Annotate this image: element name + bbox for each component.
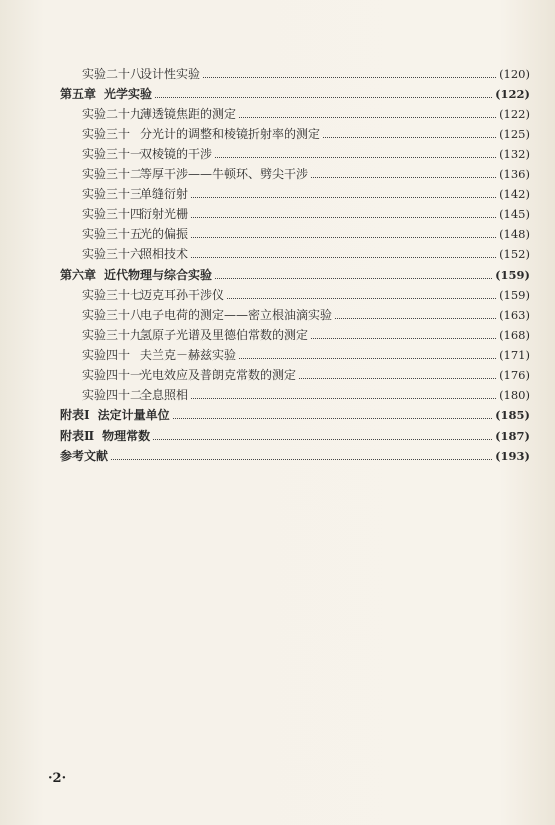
entry-number: 实验三十二 bbox=[82, 167, 143, 181]
entry-number: 实验三十九 bbox=[82, 328, 143, 342]
entry-page: (132) bbox=[499, 147, 530, 161]
entry-page: (176) bbox=[499, 368, 530, 382]
leader-dots bbox=[311, 337, 496, 339]
entry-title: 光的偏振 bbox=[140, 227, 189, 241]
appendix-number: 附表Ⅰ bbox=[60, 408, 90, 422]
toc-entry[interactable] bbox=[82, 327, 530, 343]
leader-dots bbox=[299, 377, 496, 379]
entry-page: (125) bbox=[499, 127, 530, 141]
entry-page: (145) bbox=[499, 207, 530, 221]
entry-number: 实验二十八 bbox=[82, 67, 143, 81]
leader-dots bbox=[191, 196, 496, 198]
entry-number: 实验四十一 bbox=[82, 368, 143, 382]
chapter-page: (159) bbox=[495, 268, 530, 282]
entry-title: 衍射光栅 bbox=[140, 207, 189, 221]
leader-dots bbox=[323, 136, 496, 138]
entry-title: 夫兰克－赫兹实验 bbox=[140, 348, 237, 362]
leader-dots bbox=[173, 417, 492, 419]
toc-entry[interactable] bbox=[82, 287, 530, 303]
entry-page: (122) bbox=[499, 107, 530, 121]
chapter-number: 第六章 bbox=[60, 268, 97, 282]
entry-number: 实验四十 bbox=[82, 348, 131, 362]
toc-appendix[interactable] bbox=[60, 428, 530, 444]
toc-references[interactable] bbox=[60, 448, 530, 464]
entry-page: (159) bbox=[499, 288, 530, 302]
entry-title: 迈克耳孙干涉仪 bbox=[140, 288, 225, 302]
entry-title: 设计性实验 bbox=[140, 67, 201, 81]
entry-number: 实验三十一 bbox=[82, 147, 143, 161]
leader-dots bbox=[203, 76, 496, 78]
entry-number: 实验三十八 bbox=[82, 308, 143, 322]
entry-page: (168) bbox=[499, 328, 530, 342]
entry-page: (136) bbox=[499, 167, 530, 181]
entry-title: 薄透镜焦距的测定 bbox=[140, 107, 237, 121]
leader-dots bbox=[239, 116, 496, 118]
toc-entry[interactable] bbox=[82, 307, 530, 323]
leader-dots bbox=[311, 176, 496, 178]
page-number: ·2· bbox=[48, 771, 67, 786]
leader-dots bbox=[153, 438, 492, 440]
references-title: 参考文献 bbox=[60, 449, 109, 463]
entry-page: (152) bbox=[499, 247, 530, 261]
leader-dots bbox=[155, 96, 492, 98]
toc-entry[interactable] bbox=[82, 166, 530, 182]
toc-entry[interactable] bbox=[82, 146, 530, 162]
entry-title: 单缝衍射 bbox=[140, 187, 189, 201]
entry-number: 实验三十四 bbox=[82, 207, 143, 221]
toc-entry[interactable] bbox=[82, 106, 530, 122]
references-page: (193) bbox=[495, 449, 530, 463]
leader-dots bbox=[191, 216, 496, 218]
leader-dots bbox=[227, 297, 496, 299]
toc-entry[interactable] bbox=[82, 367, 530, 383]
leader-dots bbox=[215, 156, 496, 158]
entry-page: (163) bbox=[499, 308, 530, 322]
entry-title: 全息照相 bbox=[140, 388, 189, 402]
entry-number: 实验三十三 bbox=[82, 187, 143, 201]
leader-dots bbox=[191, 256, 496, 258]
toc-chapter[interactable] bbox=[60, 267, 530, 283]
entry-number: 实验三十 bbox=[82, 127, 131, 141]
leader-dots bbox=[191, 236, 496, 238]
leader-dots bbox=[191, 397, 496, 399]
entry-title: 等厚干涉——牛顿环、劈尖干涉 bbox=[140, 167, 309, 181]
entry-number: 实验三十七 bbox=[82, 288, 143, 302]
entry-page: (171) bbox=[499, 348, 530, 362]
entry-number: 实验三十六 bbox=[82, 247, 143, 261]
entry-title: 电子电荷的测定——密立根油滴实验 bbox=[140, 308, 333, 322]
chapter-number: 第五章 bbox=[60, 87, 97, 101]
entry-page: (142) bbox=[499, 187, 530, 201]
entry-title: 氢原子光谱及里德伯常数的测定 bbox=[140, 328, 309, 342]
appendix-page: (185) bbox=[495, 408, 530, 422]
entry-title: 光电效应及普朗克常数的测定 bbox=[140, 368, 297, 382]
toc-entry[interactable] bbox=[82, 226, 530, 242]
chapter-title: 近代物理与综合实验 bbox=[104, 268, 213, 282]
entry-number: 实验三十五 bbox=[82, 227, 143, 241]
leader-dots bbox=[111, 458, 492, 460]
appendix-number: 附表Ⅱ bbox=[60, 429, 95, 443]
appendix-page: (187) bbox=[495, 429, 530, 443]
leader-dots bbox=[239, 357, 496, 359]
entry-title: 双棱镜的干涉 bbox=[140, 147, 213, 161]
entry-page: (180) bbox=[499, 388, 530, 402]
entry-number: 实验二十九 bbox=[82, 107, 143, 121]
appendix-title: 法定计量单位 bbox=[97, 408, 170, 422]
entry-number: 实验四十二 bbox=[82, 388, 143, 402]
toc-entry[interactable] bbox=[82, 246, 530, 262]
toc-entry[interactable] bbox=[82, 387, 530, 403]
toc-appendix[interactable] bbox=[60, 407, 530, 423]
appendix-title: 物理常数 bbox=[102, 429, 151, 443]
toc-entry[interactable] bbox=[82, 186, 530, 202]
toc-chapter[interactable] bbox=[60, 86, 530, 102]
toc-entry[interactable] bbox=[82, 206, 530, 222]
toc-entry[interactable] bbox=[82, 66, 530, 82]
toc-entry[interactable] bbox=[82, 347, 530, 363]
entry-page: (120) bbox=[499, 67, 530, 81]
leader-dots bbox=[335, 317, 496, 319]
entry-title: 照相技术 bbox=[140, 247, 189, 261]
entry-page: (148) bbox=[499, 227, 530, 241]
chapter-page: (122) bbox=[495, 87, 530, 101]
chapter-title: 光学实验 bbox=[104, 87, 153, 101]
entry-title: 分光计的调整和棱镜折射率的测定 bbox=[140, 127, 321, 141]
leader-dots bbox=[215, 277, 492, 279]
toc-entry[interactable] bbox=[82, 126, 530, 142]
